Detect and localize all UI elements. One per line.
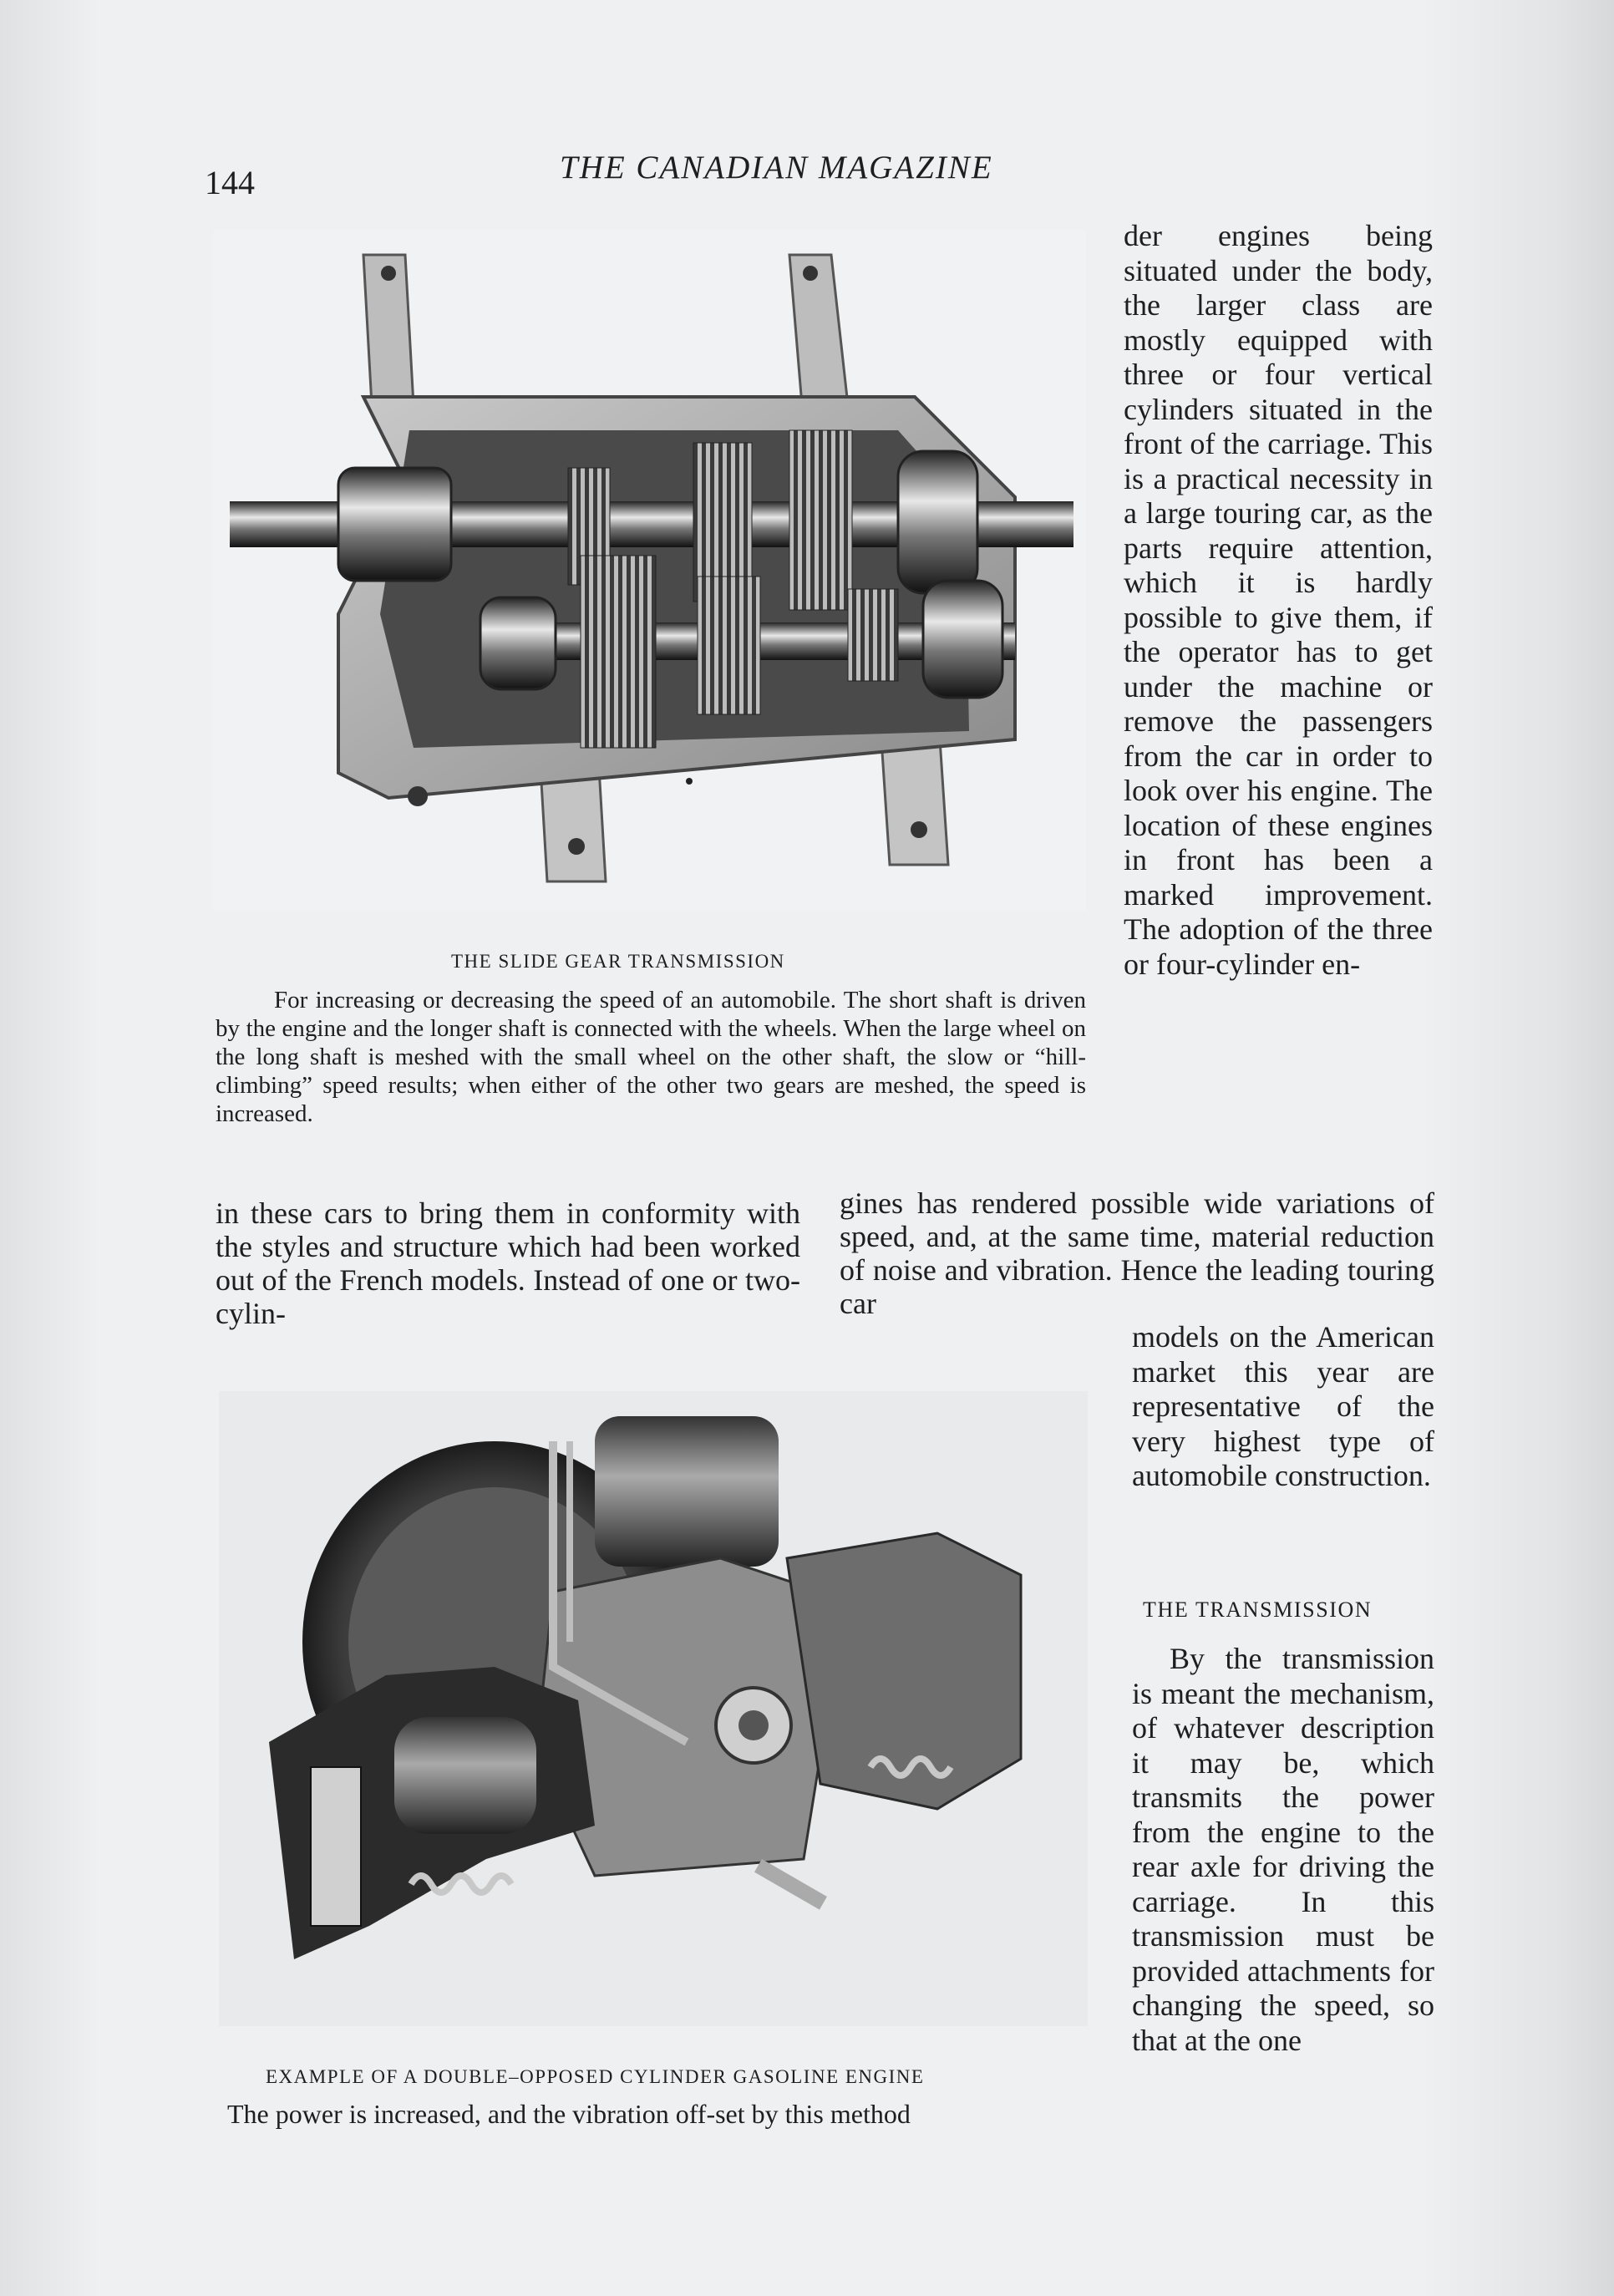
body-text-right-column-bottom [1132,1642,1434,2058]
body-text-left-column [216,1196,800,1330]
body-text-right-column-top [1124,219,1433,982]
page-number: 144 [205,164,255,201]
body-text-right-column-middle [1132,1320,1434,1494]
figure1-caption-text: For increasing or decreasing the speed of an automobile. The short shaft is driven by the engine and the longer shaft is connected with the wheels. When the large wheel on the long shaft is meshed with the small wheel on the other shaft, the slow or “hill-climbing” speed results; when either of the other two gears are meshed, the speed is increased. [216,987,1086,1127]
paragraph: der engines being situated under the body, the larger class are mostly equipped with three or four vertical cylinders situated in the front of the carriage. This is a practical necessity in a large touring car, as the parts require attention, which it is hardly possible to give them, if the operator has to get under the machine or remove the passengers from the car in order to look over his engine. The location of these engines in front has been a marked improvement. The adoption of the three or four-cylinder en- [1124,219,1433,981]
double-opposed-cylinder-engine-illustration [219,1391,1088,2026]
paragraph: gines has rendered possible wide variations of speed, and, at the same time, material reduction of noise and vibration. Hence the leading touring car [840,1186,1434,1320]
body-text-center-column [840,1186,1434,1320]
paragraph: models on the American market this year are representative of the very highest type of automobile construction. [1132,1320,1434,1492]
paragraph: By the transmission is meant the mechanism, of whatever description it may be, which transmits the power from the engine to the rear axle for driving the carriage. In this transmission must be provided attachments for changing the speed, so that at the one [1132,1642,1434,2057]
slide-gear-transmission-illustration [213,230,1086,911]
figure1-caption-title: THE SLIDE GEAR TRANSMISSION [451,951,785,972]
section-heading: THE TRANSMISSION [1143,1598,1373,1622]
running-title: THE CANADIAN MAGAZINE [560,150,993,185]
figure2-caption-title: EXAMPLE OF A DOUBLE–OPPOSED CYLINDER GASOLINE ENGINE [266,2066,925,2087]
figure2-caption-text: The power is increased, and the vibration off-set by this method [227,2099,911,2129]
paragraph: in these cars to bring them in conformity with the styles and structure which had been worked out of the French models. Instead of one or two-cylin- [216,1196,800,1330]
